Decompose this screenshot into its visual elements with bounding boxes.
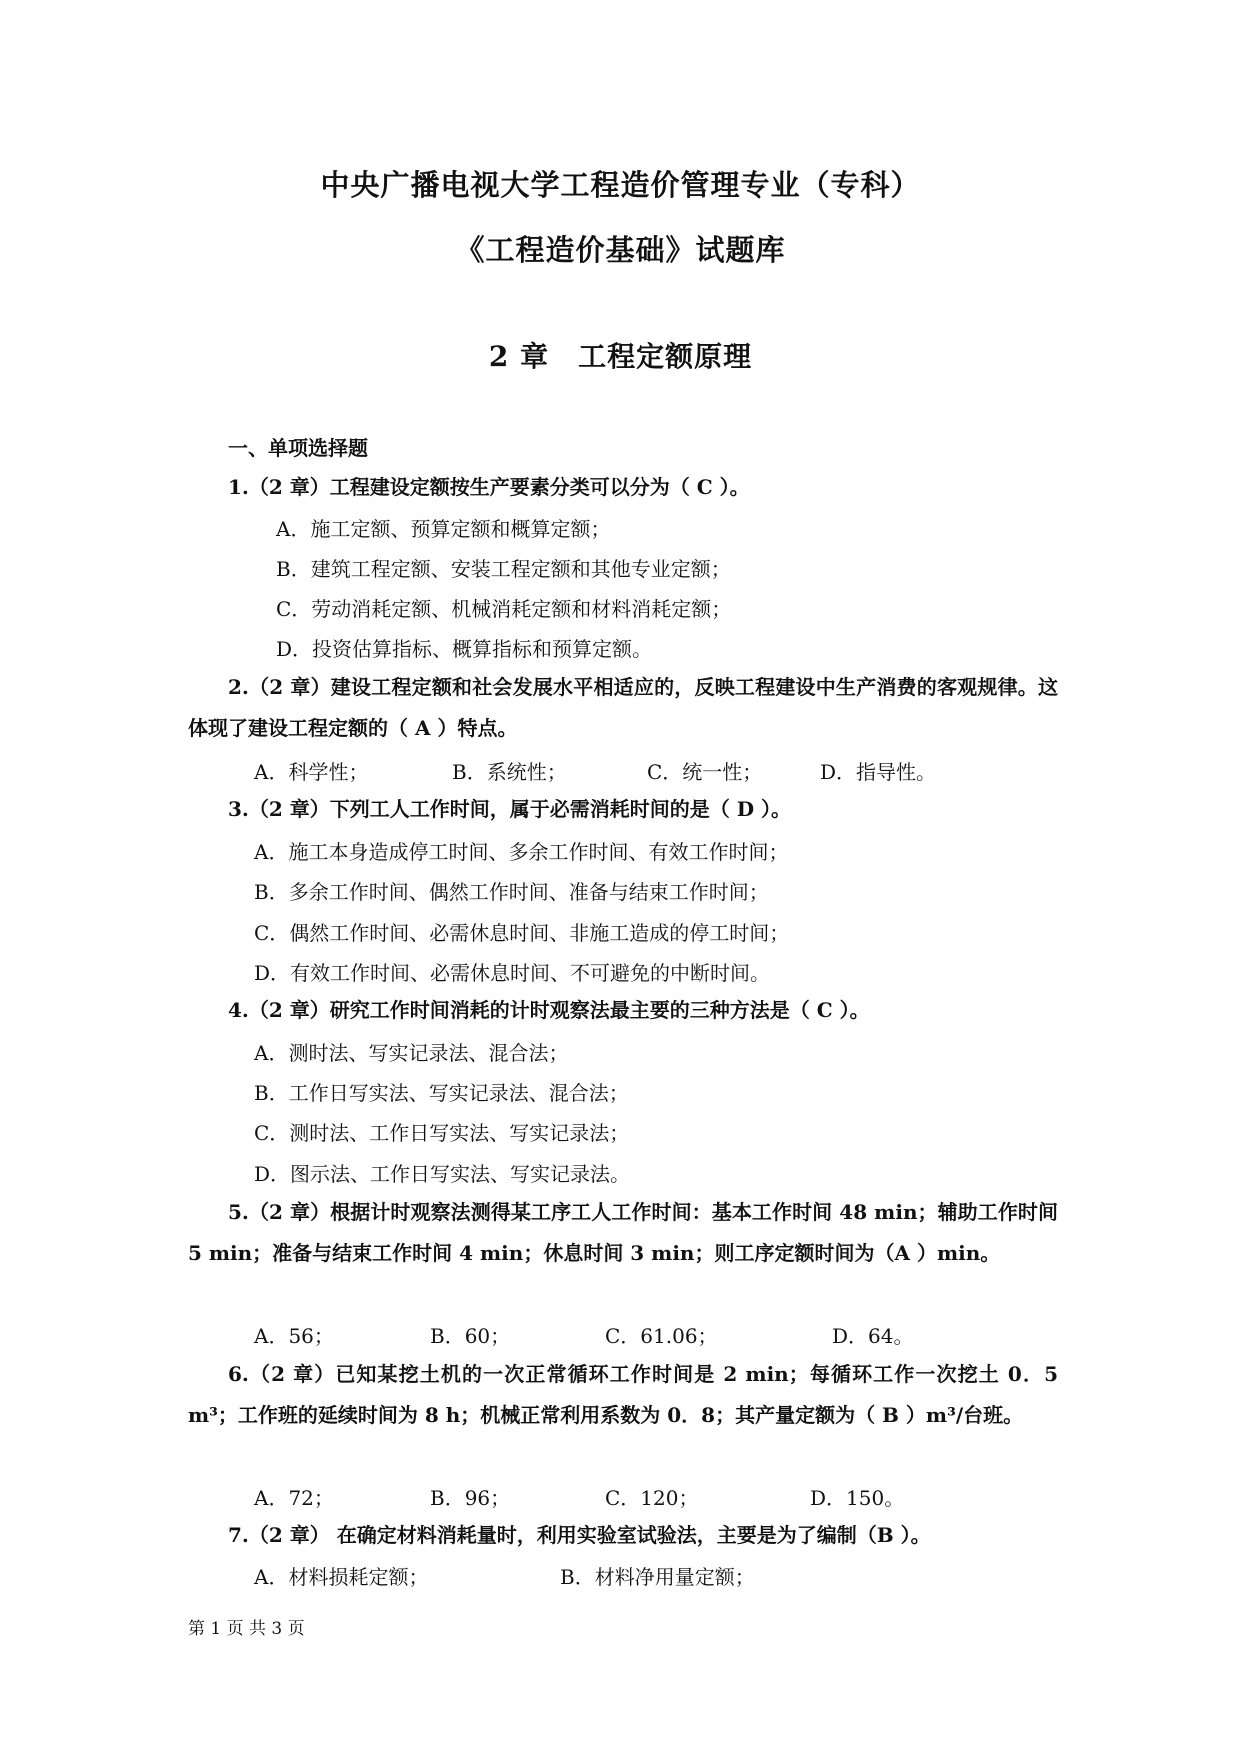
question-6-option-b: B．96； [430, 1486, 511, 1510]
question-7-option-a: A．材料损耗定额； [254, 1565, 429, 1589]
question-4-option-b: B．工作日写实法、写实记录法、混合法； [254, 1081, 629, 1105]
question-7: 7.（2 章） 在确定材料消耗量时，利用实验室试验法，主要是为了编制（B ）。 [228, 1523, 931, 1547]
question-1-option-b: B．建筑工程定额、安装工程定额和其他专业定额； [276, 557, 731, 581]
question-1: 1.（2 章）工程建设定额按生产要素分类可以分为（ C ）。 [228, 475, 750, 499]
document-title: 中央广播电视大学工程造价管理专业（专科） [320, 168, 921, 202]
question-3-option-b: B．多余工作时间、偶然工作时间、准备与结束工作时间； [254, 880, 769, 904]
question-4-option-d: D．图示法、工作日写实法、写实记录法。 [254, 1162, 631, 1186]
question-6-option-d: D．150。 [810, 1486, 905, 1510]
question-7-option-b: B．材料净用量定额； [560, 1565, 755, 1589]
question-4-option-a: A．测时法、写实记录法、混合法； [254, 1041, 569, 1065]
document-subtitle: 《工程造价基础》试题库 [455, 233, 786, 267]
question-5-option-c: C．61.06； [605, 1324, 718, 1348]
question-2-option-d: D．指导性。 [820, 760, 937, 784]
question-3-option-c: C．偶然工作时间、必需休息时间、非施工造成的停工时间； [254, 921, 790, 945]
chapter-heading: 2 章 工程定额原理 [488, 340, 753, 373]
question-4: 4.（2 章）研究工作时间消耗的计时观察法最主要的三种方法是（ C ）。 [228, 998, 870, 1022]
question-1-option-c: C．劳动消耗定额、机械消耗定额和材料消耗定额； [276, 597, 732, 621]
question-2-option-c: C．统一性； [647, 760, 763, 784]
question-6-option-c: C．120； [605, 1486, 699, 1510]
section-heading: 一、单项选择题 [228, 436, 368, 460]
question-5-option-d: D．64。 [832, 1324, 914, 1348]
question-2: 2.（2 章）建设工程定额和社会发展水平相适应的，反映工程建设中生产消费的客观规律。这体现了建设工程定额的（ A ）特点。 [188, 675, 1058, 740]
question-5-option-b: B．60； [430, 1324, 511, 1348]
question-5: 5.（2 章）根据计时观察法测得某工序工人工作时间：基本工作时间 48 min；辅助工作时间 5 min；准备与结束工作时间 4 min；休息时间 3 min；则工序定额时间为（A ）min。 [188, 1200, 1058, 1265]
question-4-option-c: C．测时法、工作日写实法、写实记录法； [254, 1121, 630, 1145]
question-1-option-a: A．施工定额、预算定额和概算定额； [276, 517, 611, 541]
question-3-option-a: A．施工本身造成停工时间、多余工作时间、有效工作时间； [254, 840, 789, 864]
question-6: 6.（2 章）已知某挖土机的一次正常循环工作时间是 2 min；每循环工作一次挖土 0．5 m³；工作班的延续时间为 8 h；机械正常利用系数为 0．8；其产量定额为（ B ）m³/台班。 [188, 1362, 1058, 1427]
question-2-option-b: B．系统性； [452, 760, 567, 784]
question-3-option-d: D．有效工作时间、必需休息时间、不可避免的中断时间。 [254, 961, 771, 985]
page-number-footer: 第 1 页 共 3 页 [188, 1619, 305, 1639]
question-3: 3.（2 章）下列工人工作时间，属于必需消耗时间的是（ D ）。 [228, 797, 792, 821]
question-6-option-a: A．72； [254, 1486, 334, 1510]
question-2-option-a: A．科学性； [254, 760, 369, 784]
question-1-option-d: D．投资估算指标、概算指标和预算定额。 [276, 637, 653, 661]
question-5-option-a: A．56； [254, 1324, 334, 1348]
